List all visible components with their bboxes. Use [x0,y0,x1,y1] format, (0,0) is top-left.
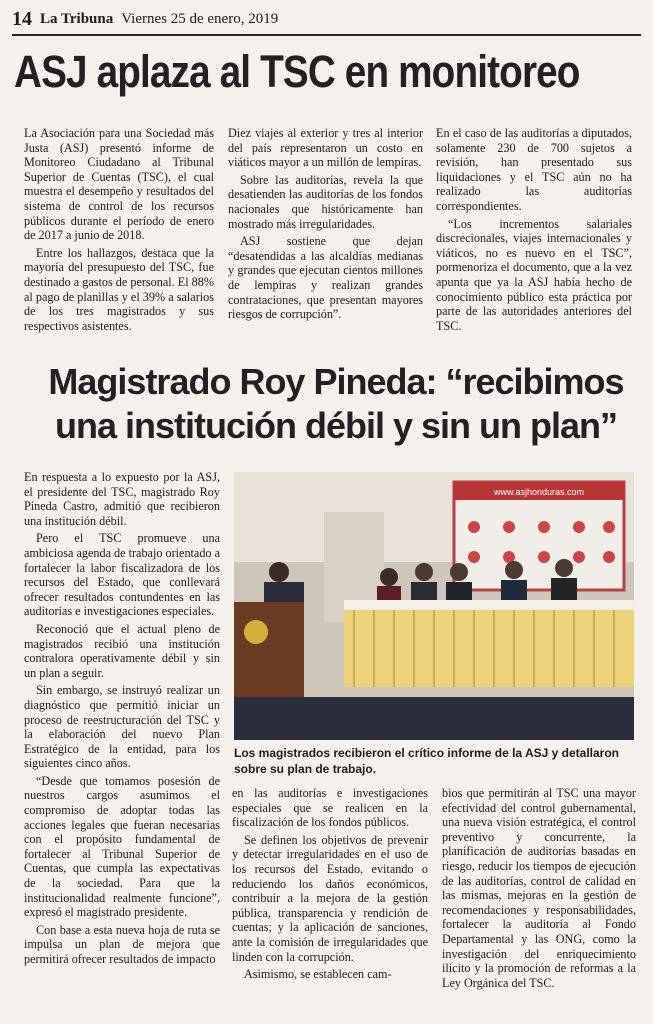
paragraph: Sobre las auditorías, revela la que desatienden las auditorías de los fondos nacionales que históricamente han mostrado más irregularidades. [228,172,423,231]
press-conference-illustration [234,472,634,740]
article2-headline-line1: Magistrado Roy Pineda: “recibimos [48,361,624,402]
article2-column-2 [232,786,428,985]
paragraph: La Asociación para una Sociedad más Justa (ASJ) presentó informe de Monitoreo Ciudadano al Tribunal Superior de Cuentas (TSC), el cual muestra el desempeño y resultados del sistema de control de los recursos públicos durante el período de enero de 2017 a junio de 2018. [24,126,214,243]
speaker-head [269,562,289,582]
bleed-through-watermark [240,995,630,1019]
paragraph: Entre los hallazgos, destaca que la mayoría del presupuesto del TSC, fue destinado a gastos de personal. El 88% al pago de planillas y el 39% a salarios de los tres magistrados y sus respectivos asistentes. [24,245,214,333]
paragraph: ASJ sostiene que dejan “desatendidas a las alcaldías medianas y grandes que ejecutan cientos millones de lempiras y realizan grandes contrataciones, que presentan mayores riesgos de corrupción”. [228,234,423,322]
article1-column-2 [228,126,423,325]
tabletop [344,600,634,610]
press-conference-photo [234,472,634,740]
article2-headline-line2: una institución débil y sin un plan” [54,405,618,446]
paragraph: En respuesta a lo expuesto por la ASJ, el presidente del TSC, magistrado Roy Pineda Castro, admitió que recibieron una institución débil. [24,470,220,528]
paragraph: Pero el TSC promueve una ambiciosa agenda de trabajo orientado a fortalecer la labor fiscalizadora de los recursos del Estado, que conllevará ofrecer resultados contundentes en las auditorías e investigaciones especiales. [24,531,220,619]
paragraph: “Desde que tomamos posesión de nuestros cargos asumimos el compromiso de adoptar todas las acciones legales que fueran necesarias con el propósito fundamental de fortalecer al Tribunal Superior de Cuentas, que cumpla las expectativas de la sociedad. Para que la institucionalidad realmente funcione”, expresó el magistrado presidente. [24,773,220,920]
paragraph: bios que permitirán al TSC una mayor efectividad del control gubernamental, una nueva visión estratégica, el control preventivo y concurrente, la planificación de auditorías basadas en riesgo, reducir los tiempos de ejecución de las auditorías, control de calidad en las mismas, mejoras en la gestión de recomendaciones y responsabilidades, fortalecer la auditoría al Fondo Departamental y las ONG, como la investigación del enriquecimiento ilícito y la promoción de reformas a la Ley Orgánica del TSC. [442,786,636,990]
floor [234,697,634,740]
article1-headline: ASJ aplaza al TSC en monitoreo [14,46,580,97]
paragraph: Sin embargo, se instruyó realizar un diagnóstico que permitió iniciar un proceso de reestructuración del TSC y la elaboración del nuevo Plan Estratégico de la entidad, para los siguientes cinco años. [24,683,220,771]
table-skirt [344,607,634,687]
article2-headline [26,360,646,448]
article1-column-1 [24,126,214,336]
page-number: 14 [12,7,32,30]
paragraph: en las auditorías e investigaciones especiales que se realicen en la fiscalización de los fondos públicos. [232,786,428,830]
issue-date: Viernes 25 de enero, 2019 [121,10,279,27]
paragraph: Reconoció que el actual pleno de magistrados recibió una institución contralora operativamente débil y sin un plan a seguir. [24,621,220,680]
paragraph: Diez viajes al exterior y tres al interior del país representaron un costo en viáticos mayor a un millón de lempiras. [228,126,423,170]
paragraph: “Los incrementos salariales discrecionales, viajes internacionales y viáticos, no es nuevo en el TSC”, pormenoriza el documento, que a la vez apunta que ya la ASJ había hecho de conocimiento público esta práctica por parte de las autoridades anteriores del TSC. [436,216,632,333]
article2-column-1 [24,470,220,970]
page-header [12,4,641,36]
paragraph: En el caso de las auditorías a diputados, solamente 230 de 700 sujetos a revisión, han presentado sus liquidaciones y el TSC aún no ha realizado las auditorías correspondientes. [436,126,632,213]
paragraph: Se definen los objetivos de prevenir y detectar irregularidades en el uso de los recursos del Estado, evitando o reduciendo los daños económicos, contribuir a la mejora de la gestión pública, transparencia y rendición de cuentas; y la aplicación de sanciones, ante la comisión de irregularidades que linden con la corrupción. [232,832,428,964]
article1-column-3 [436,126,632,336]
paragraph: Asimismo, se establecen cam- [244,967,392,982]
paper-name: La Tribuna [40,10,114,27]
paragraph: Con base a esta nueva hoja de ruta se impulsa un plan de mejora que permitirá ofrecer resultados de impacto [24,922,220,966]
banner-url: www.asjhonduras.com [493,487,585,497]
podium-seal [244,620,268,644]
article2-column-3 [442,786,636,993]
photo-caption: Los magistrados recibieron el crítico informe de la ASJ y detallaron sobre su plan de trabajo. [234,746,620,776]
